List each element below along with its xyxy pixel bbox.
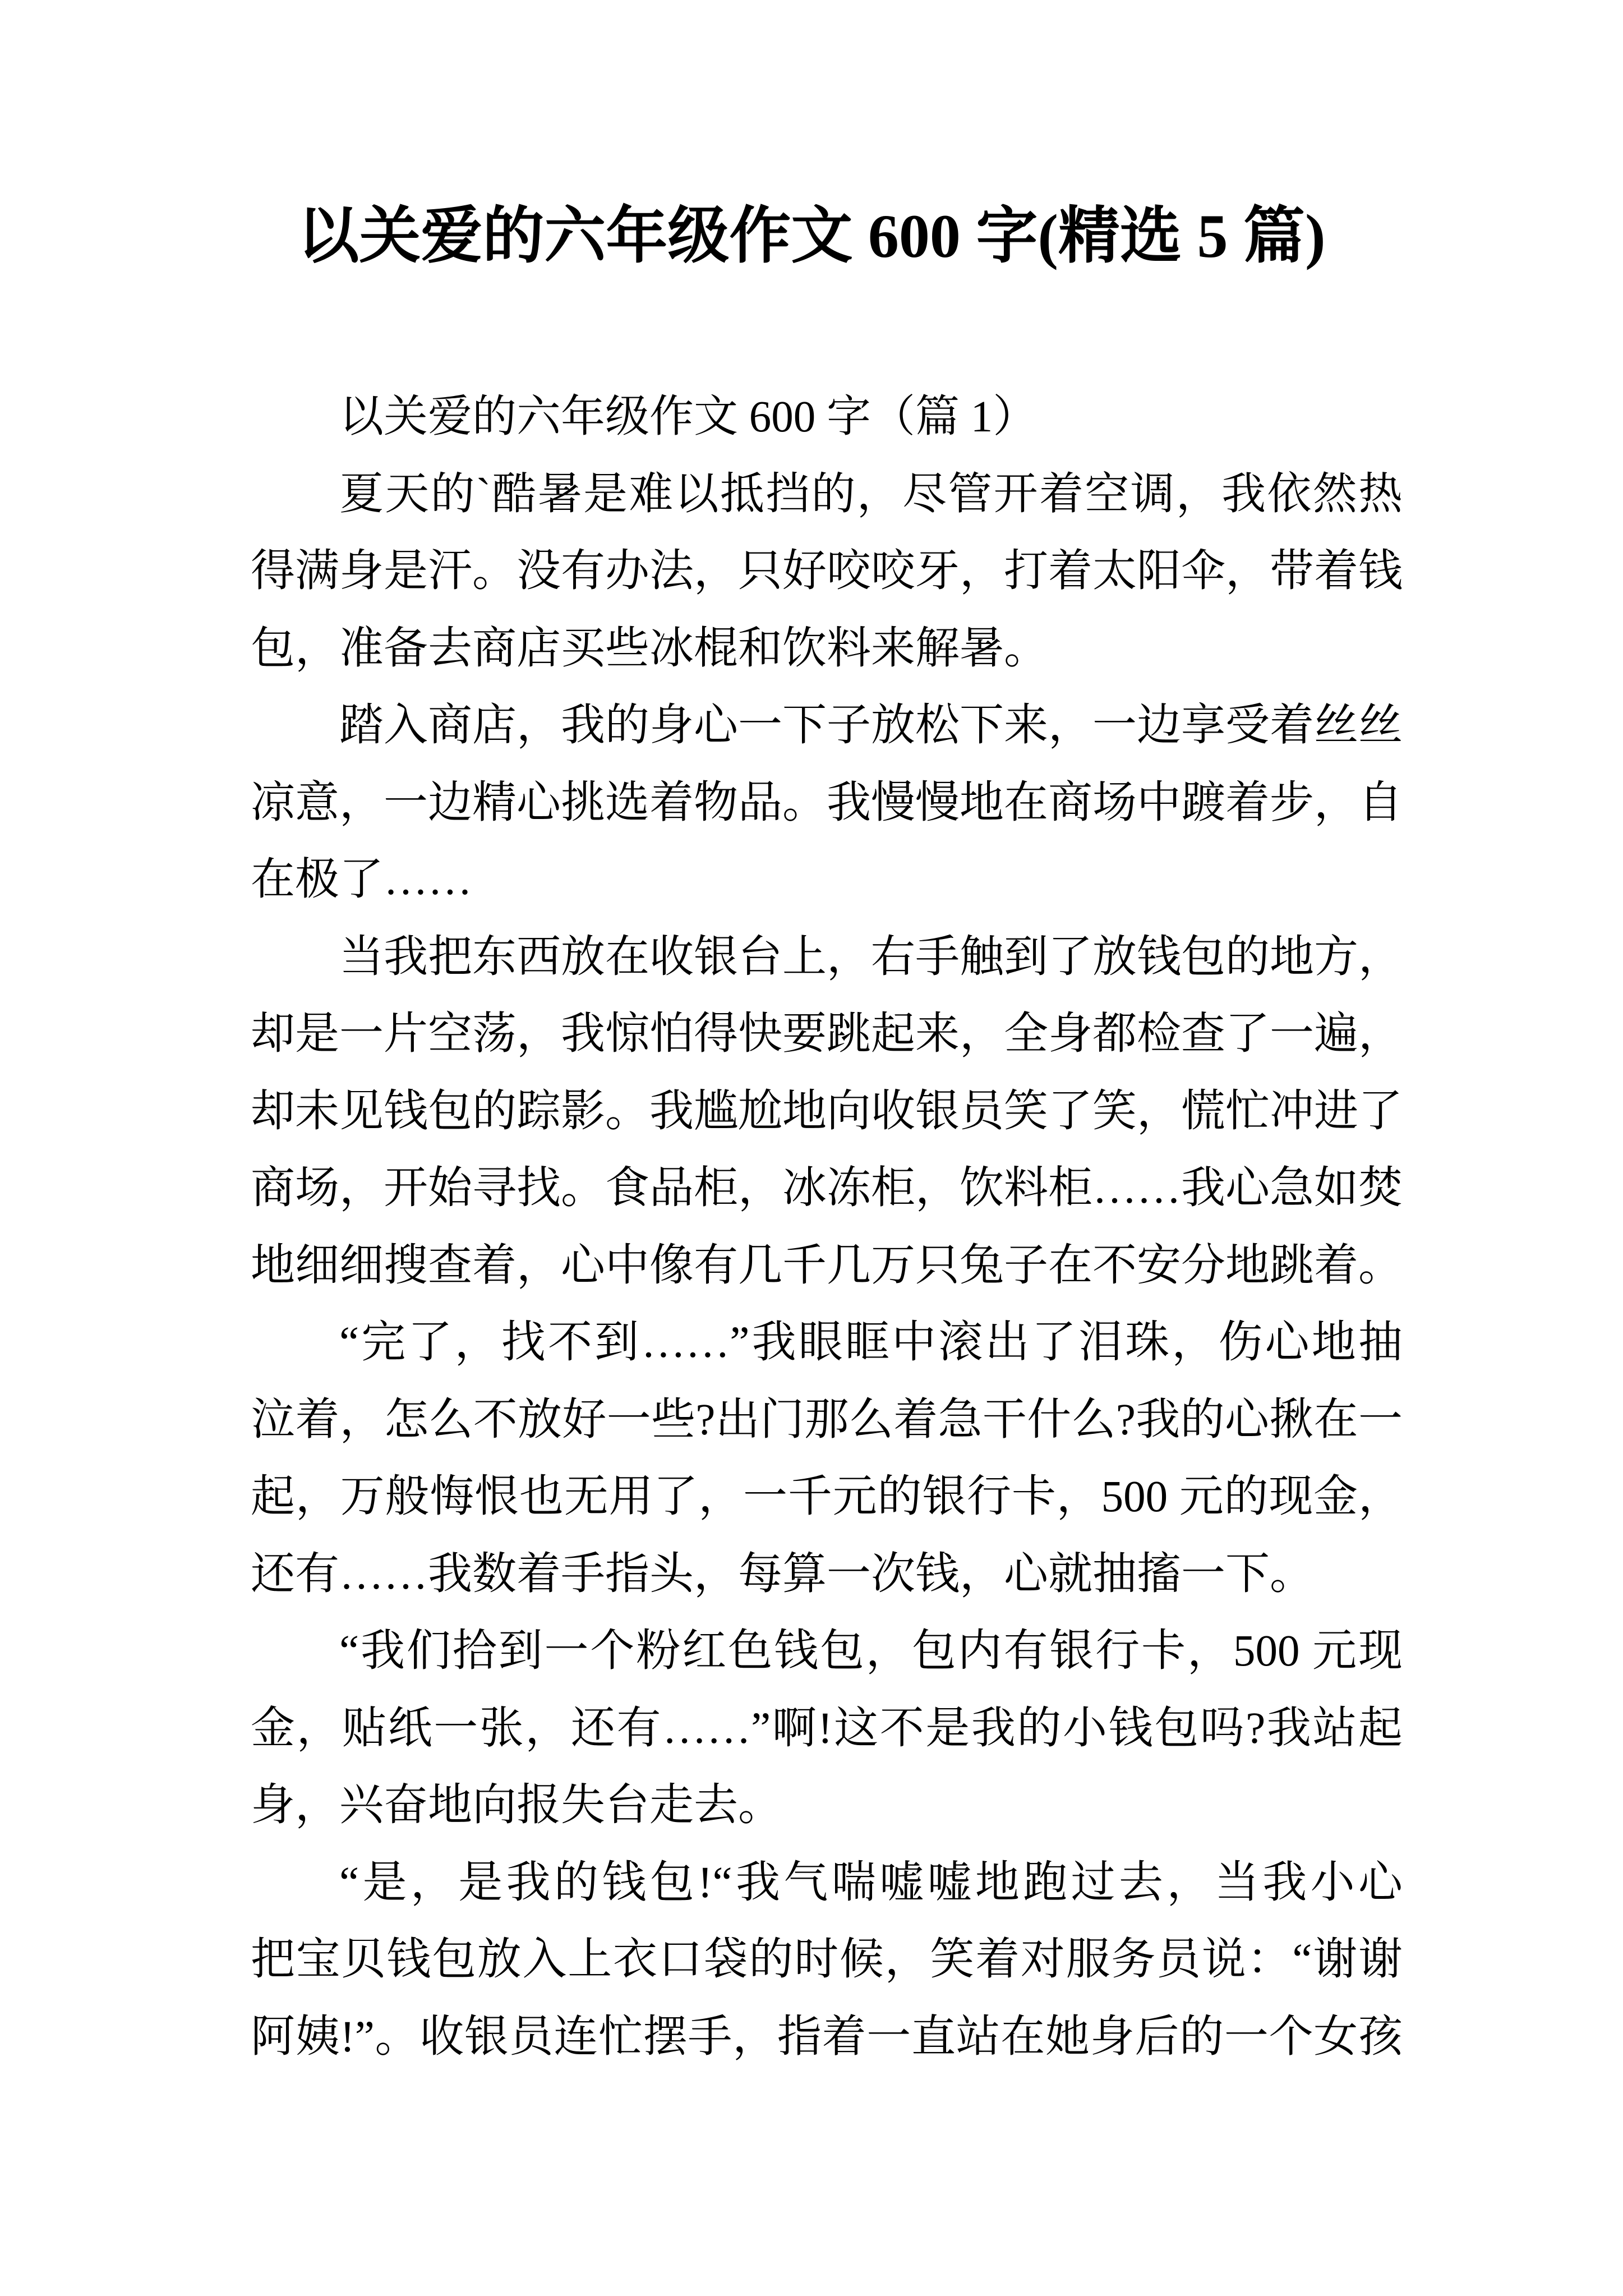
text-line: “我们拾到一个粉红色钱包，包内有银行卡，500 元现 — [339, 1627, 1403, 1676]
text-line: 却未见钱包的踪影。我尴尬地向收银员笑了笑，慌忙冲进了 — [251, 1087, 1403, 1136]
paragraph — [251, 919, 1403, 1305]
paragraph — [251, 456, 1403, 688]
text-line: 身，兴奋地向报失台走去。 — [251, 1781, 782, 1830]
paragraph — [251, 1304, 1403, 1613]
paragraph — [251, 687, 1403, 919]
section-heading: 以关爱的六年级作文 600 字（篇 1） — [339, 393, 1038, 441]
text-line: “完了，找不到……”我眼眶中滚出了泪珠，伤心地抽 — [339, 1318, 1403, 1367]
text-line: 把宝贝钱包放入上衣口袋的时候，笑着对服务员说：“谢谢 — [251, 1935, 1403, 1984]
text-line: 得满身是汗。没有办法，只好咬咬牙，打着太阳伞，带着钱 — [251, 547, 1403, 596]
text-line: 夏天的`酷暑是难以抵挡的，尽管开着空调，我依然热 — [339, 470, 1403, 519]
text-line: 地细细搜查着，心中像有几千几万只兔子在不安分地跳着。 — [251, 1241, 1403, 1290]
text-line: 踏入商店，我的身心一下子放松下来，一边享受着丝丝 — [339, 701, 1403, 750]
document-title: 以关爱的六年级作文 600 字(精选 5 篇) — [297, 202, 1326, 270]
text-line: 起，万般悔恨也无用了，一千元的银行卡，500 元的现金， — [251, 1473, 1403, 1521]
document-body — [251, 379, 1403, 2076]
text-line: 包，准备去商店买些冰棍和饮料来解暑。 — [251, 624, 1048, 673]
text-line: 还有……我数着手指头，每算一次钱，心就抽搐一下。 — [251, 1549, 1314, 1599]
paragraph — [251, 1844, 1403, 2076]
text-line: 却是一片空荡，我惊怕得快要跳起来，全身都检查了一遍， — [251, 1010, 1403, 1059]
text-line: 阿姨!”。收银员连忙摆手，指着一直站在她身后的一个女孩 — [251, 2012, 1403, 2062]
text-line: “是，是我的钱包!“我气喘嘘嘘地跑过去，当我小心 — [339, 1858, 1403, 1907]
text-line: 当我把东西放在收银台上，右手触到了放钱包的地方， — [339, 932, 1403, 982]
text-line: 金，贴纸一张，还有……”啊!这不是我的小钱包吗?我站起 — [251, 1704, 1403, 1753]
text-line: 凉意，一边精心挑选着物品。我慢慢地在商场中踱着步，自 — [251, 778, 1403, 827]
paragraph — [251, 1613, 1403, 1844]
text-line: 泣着，怎么不放好一些?出门那么着急干什么?我的心揪在一 — [251, 1395, 1403, 1444]
text-line: 商场，开始寻找。食品柜，冰冻柜，饮料柜……我心急如焚 — [251, 1164, 1403, 1213]
text-line: 在极了…… — [251, 855, 472, 904]
